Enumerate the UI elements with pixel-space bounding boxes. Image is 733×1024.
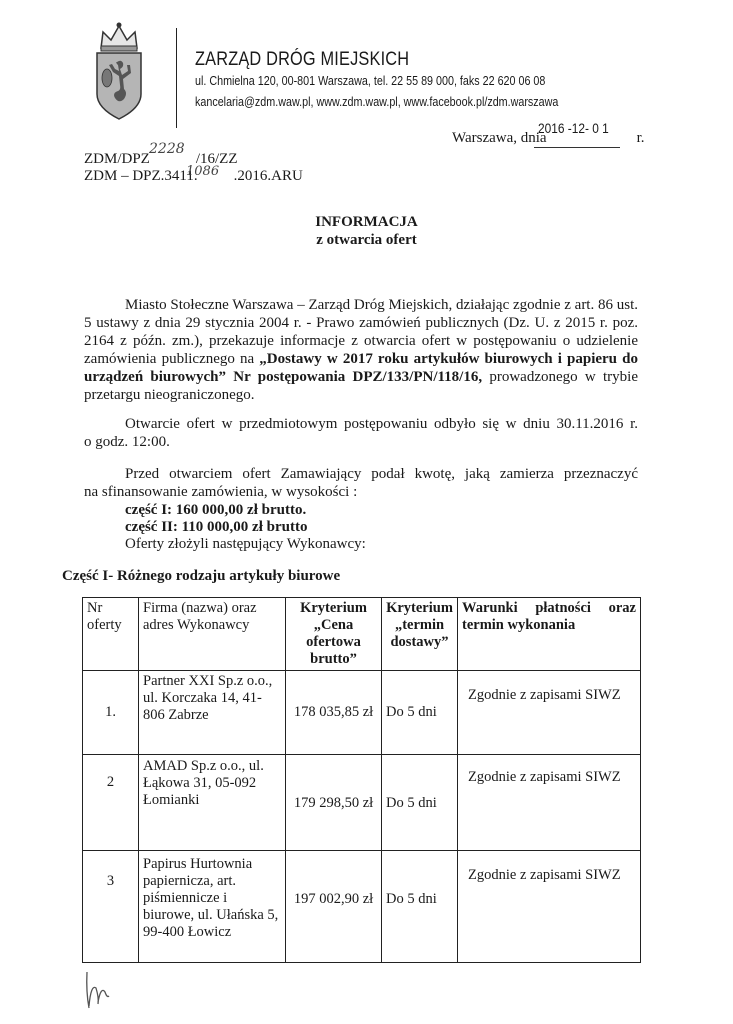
organization-name: ZARZĄD DRÓG MIEJSKICH — [195, 49, 410, 70]
offer-number: 1. — [83, 671, 139, 755]
header-firm: Firma (nazwa) oraz adres Wykonawcy — [139, 598, 286, 671]
intro-tender-name: „Dostawy w 2017 roku artykułów biurowych i papieru do — [259, 351, 638, 367]
intro-line-6: przetargu nieograniczonego. — [84, 387, 255, 403]
intro-line-5-plain: prowadzonego w trybie — [482, 369, 638, 385]
opening-line-1: Otwarcie ofert w przedmiotowym postępowaniu odbyło się w dniu 30.11.2016 r. — [125, 416, 638, 432]
warsaw-coat-of-arms-logo — [91, 22, 147, 122]
offer-delivery: Do 5 dni — [382, 755, 458, 851]
budget-part-2: część II: 110 000,00 zł brutto — [125, 519, 308, 535]
header-divider — [176, 28, 177, 128]
table-row — [83, 851, 641, 963]
handwritten-initials — [83, 968, 113, 1012]
header-delivery: Kryterium „termin dostawy” — [382, 598, 458, 671]
table-row — [83, 671, 641, 755]
offer-firm: AMAD Sp.z o.o., ul. Łąkowa 31, 05-092 Łomianki — [139, 755, 286, 851]
intro-line-3: 2164 z późn. zm.), przekazuje informacje z otwarcia ofert w postępowaniu o udzielenie — [84, 333, 638, 349]
date-suffix: r. — [636, 130, 645, 146]
budget-line-1: Przed otwarciem ofert Zamawiający podał kwotę, jaką zamierza przeznaczyć — [125, 466, 638, 482]
intro-line-4 — [84, 351, 638, 368]
intro-line-5 — [84, 369, 638, 386]
table-row — [83, 755, 641, 851]
offer-number: 2 — [83, 755, 139, 851]
offers-table — [82, 597, 641, 963]
offer-delivery: Do 5 dni — [382, 671, 458, 755]
date-stamp: 2016 -12- 0 1 — [538, 120, 609, 136]
offer-delivery: Do 5 dni — [382, 851, 458, 963]
offer-price: 197 002,90 zł — [286, 851, 382, 963]
opening-line-2: o godz. 12:00. — [84, 434, 170, 450]
intro-line-4-plain: zamówienia publicznego na — [84, 351, 260, 367]
intro-tender-number: urządzeń biurowych” Nr postępowania DPZ/133/PN/118/16, — [84, 369, 483, 385]
header-offer-number: Nr oferty — [83, 598, 139, 671]
header-terms: Warunki płatności oraz termin wykonania — [458, 598, 641, 671]
offers-intro: Oferty złożyli następujący Wykonawcy: — [125, 536, 366, 552]
reference-1-suffix: /16/ZZ — [195, 151, 238, 167]
document-subtitle: z otwarcia ofert — [316, 232, 417, 248]
organization-contact: kancelaria@zdm.waw.pl, www.zdm.waw.pl, www.facebook.pl/zdm.warszawa — [195, 95, 559, 109]
offer-price: 179 298,50 zł — [286, 755, 382, 851]
date-underline — [534, 147, 620, 148]
intro-line-1: Miasto Stołeczne Warszawa – Zarząd Dróg Miejskich, działając zgodnie z art. 86 ust. — [125, 297, 638, 313]
reference-1-prefix: ZDM/DPZ — [84, 151, 150, 167]
table-header-row — [83, 598, 641, 671]
budget-part-1: część I: 160 000,00 zł brutto. — [125, 502, 307, 518]
reference-1-handwritten: 2228 — [149, 141, 185, 157]
budget-line-2: na sfinansowanie zamówienia, w wysokości : — [84, 484, 358, 500]
offer-firm: Papirus Hurtownia papiernicza, art. piśmiennicze i biurowe, ul. Ułańska 5, 99-400 Łowicz — [139, 851, 286, 963]
intro-line-2: 5 ustawy z dnia 29 stycznia 2004 r. - Prawo zamówień publicznych (Dz. U. z 2015 r. poz. — [84, 315, 638, 331]
section-title: Część I- Różnego rodzaju artykuły biurowe — [62, 568, 341, 584]
reference-2-prefix: ZDM – DPZ.3411. — [84, 168, 198, 184]
date-prefix: Warszawa, dnia — [452, 130, 547, 146]
organization-address: ul. Chmielna 120, 00-801 Warszawa, tel. 22 55 89 000, faks 22 620 06 08 — [195, 74, 546, 88]
offer-terms: Zgodnie z zapisami SIWZ — [458, 851, 641, 963]
reference-2-suffix: .2016.ARU — [233, 168, 303, 184]
header-price: Kryterium „Cena ofertowa brutto” — [286, 598, 382, 671]
offer-terms: Zgodnie z zapisami SIWZ — [458, 755, 641, 851]
document-title: INFORMACJA — [315, 214, 418, 230]
offer-firm: Partner XXI Sp.z o.o., ul. Korczaka 14, 41-806 Zabrze — [139, 671, 286, 755]
offer-price: 178 035,85 zł — [286, 671, 382, 755]
offer-terms: Zgodnie z zapisami SIWZ — [458, 671, 641, 755]
offer-number: 3 — [83, 851, 139, 963]
reference-2-handwritten: 1086 — [186, 164, 220, 179]
